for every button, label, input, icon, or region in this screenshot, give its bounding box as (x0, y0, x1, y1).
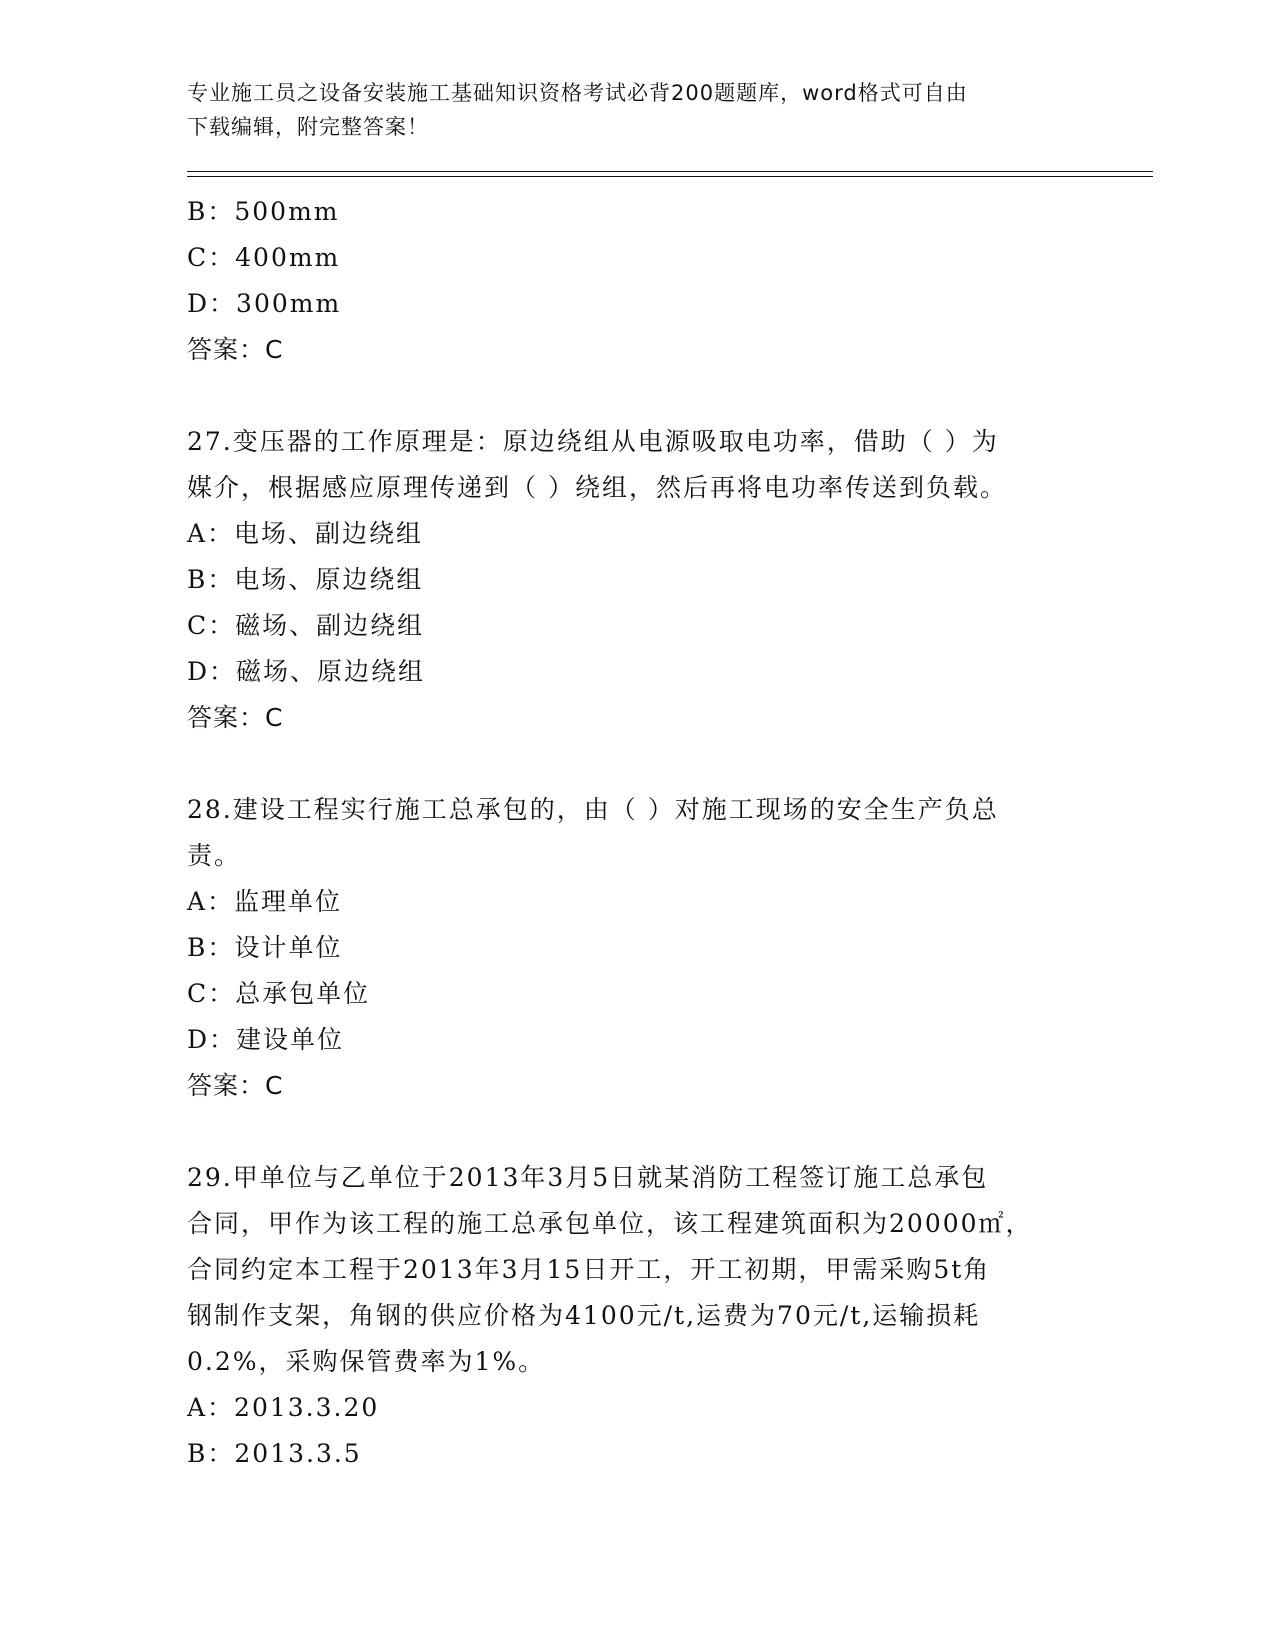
option-c: C：总承包单位 (187, 979, 371, 1008)
question-29 (187, 1155, 1077, 1477)
question-stem-line: 29.甲单位与乙单位于2013年3月5日就某消防工程签订施工总承包 (187, 1163, 989, 1192)
option-d: D：磁场、原边绕组 (187, 657, 426, 686)
answer-line: 答案：C (187, 703, 284, 732)
question-stem-line: 28.建设工程实行施工总承包的，由（ ）对施工现场的安全生产负总 (187, 795, 999, 824)
question-stem-line: 媒介，根据感应原理传递到（ ）绕组，然后再将电功率传送到负载。 (187, 473, 1007, 502)
answer-line: 答案：C (187, 335, 284, 364)
option-c: C：400mm (187, 243, 341, 272)
option-c: C：磁场、副边绕组 (187, 611, 425, 640)
option-a: A：监理单位 (187, 887, 343, 916)
header-rule-top (187, 171, 1153, 172)
option-d: D：300mm (187, 289, 342, 318)
header-rule-bottom (187, 176, 1153, 177)
answer-line: 答案：C (187, 1071, 284, 1100)
question-27 (187, 419, 1077, 741)
header-title-line-1: 专业施工员之设备安装施工基础知识资格考试必背200题题库，word格式可自由 (187, 81, 968, 105)
question-stem (187, 419, 1077, 511)
question-28 (187, 787, 1077, 1109)
option-d: D：建设单位 (187, 1025, 345, 1054)
document-header (187, 76, 1067, 144)
question-stem-line: 合同约定本工程于2013年3月15日开工，开工初期，甲需采购5t角 (187, 1255, 991, 1284)
question-stem-line: 合同，甲作为该工程的施工总承包单位，该工程建筑面积为20000㎡， (187, 1209, 1033, 1238)
option-a: A：电场、副边绕组 (187, 519, 424, 548)
question-stem-line: 责。 (187, 841, 242, 870)
continued-question (187, 189, 1077, 373)
question-stem-line: 钢制作支架，角钢的供应价格为4100元/t,运费为70元/t,运输损耗 (187, 1301, 981, 1330)
header-title-line-2: 下载编辑，附完整答案！ (187, 115, 429, 139)
option-b: B：2013.3.5 (187, 1439, 362, 1468)
option-b: B：电场、原边绕组 (187, 565, 424, 594)
question-content (187, 189, 1077, 1477)
option-b: B：设计单位 (187, 933, 343, 962)
option-a: A：2013.3.20 (187, 1393, 380, 1422)
option-b: B：500mm (187, 197, 340, 226)
question-stem (187, 1155, 1077, 1385)
question-stem-line: 27.变压器的工作原理是：原边绕组从电源吸取电功率，借助（ ）为 (187, 427, 999, 456)
question-stem (187, 787, 1077, 879)
question-stem-line: 0.2%，采购保管费率为1%。 (187, 1347, 546, 1376)
